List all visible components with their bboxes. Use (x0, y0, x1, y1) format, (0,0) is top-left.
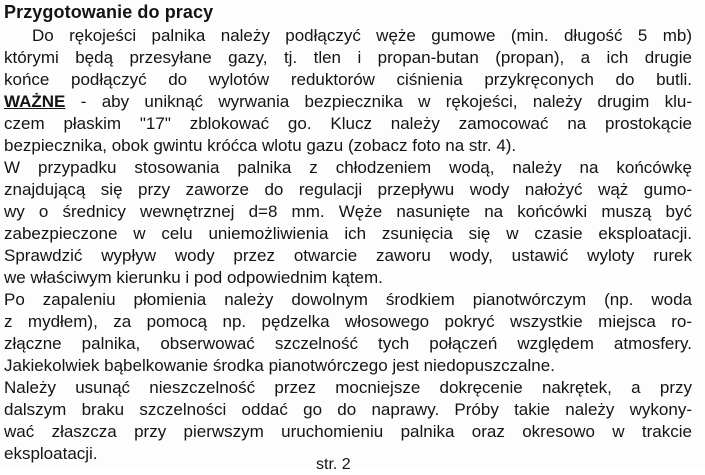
paragraph-line: czem płaskim "17" zblokować go. Klucz należy zamocować na prostokącie (4, 114, 692, 133)
paragraph-line: Sprawdzić wypływ wody przez otwarcie zaworu wody, ustawić wyloty rurek (4, 246, 692, 265)
paragraph-line: Do rękojeści palnika należy podłączyć węże gumowe (min. długość 5 mb) (32, 26, 692, 45)
page-number: str. 2 (316, 456, 351, 473)
paragraph-line: Po zapaleniu płomienia należy dowolnym środkiem pianotwórczym (np. woda (4, 290, 692, 309)
paragraph-line: wy o średnicy wewnętrznej d=8 mm. Węże nasunięte na końcówki muszą być (4, 202, 692, 221)
paragraph-line: wać złaszcza przy pierwszym uruchomieniu palnika oraz okresowo w trakcie (4, 422, 692, 441)
paragraph-line: zabezpieczone w celu uniemożliwienia ich zsunięcia się w czasie eksploatacji. (4, 224, 692, 243)
paragraph-line: z mydłem), za pomocą np. pędzelka włosowego pokryć wszystkie miejsca ro- (4, 312, 692, 331)
paragraph-line: Należy usunąć nieszczelność przez mocniejsze dokręcenie nakrętek, a przy (4, 378, 692, 397)
paragraph-line-warning (4, 91, 692, 113)
section-heading: Przygotowanie do pracy (4, 2, 214, 22)
paragraph-line: we właściwym kierunku i pod odpowiednim kątem. (4, 268, 383, 287)
warning-label: WAŻNE (4, 92, 66, 111)
paragraph-line: złączne palnika, obserwować szczelność tych połączeń względem atmosfery. (4, 334, 692, 353)
warning-text: - aby uniknąć wyrwania bezpiecznika w rękojeści, należy drugim klu- (80, 92, 692, 111)
paragraph-line: dalszym braku szczelności oddać go do naprawy. Próby takie należy wykony- (4, 400, 692, 419)
paragraph-line: W przypadku stosowania palnika z chłodzeniem wodą, należy na końcówkę (4, 158, 692, 177)
paragraph-line: Jakiekolwiek bąbelkowanie środka pianotwórczego jest niedopuszczalne. (4, 356, 555, 375)
paragraph-line: końce podłączyć do wylotów reduktorów ciśnienia przykręconych do butli. (4, 70, 692, 89)
paragraph-line: bezpiecznika, obok gwintu króćca wlotu gazu (zobacz foto na str. 4). (4, 136, 517, 155)
paragraph-line: którymi będą przesyłane gazy, tj. tlen i propan-butan (propan), a ich drugie (4, 48, 692, 67)
paragraph-line: znajdującą się przy zaworze do regulacji przepływu wody nałożyć wąż gumo- (4, 180, 692, 199)
paragraph-line: eksploatacji. (4, 444, 98, 463)
